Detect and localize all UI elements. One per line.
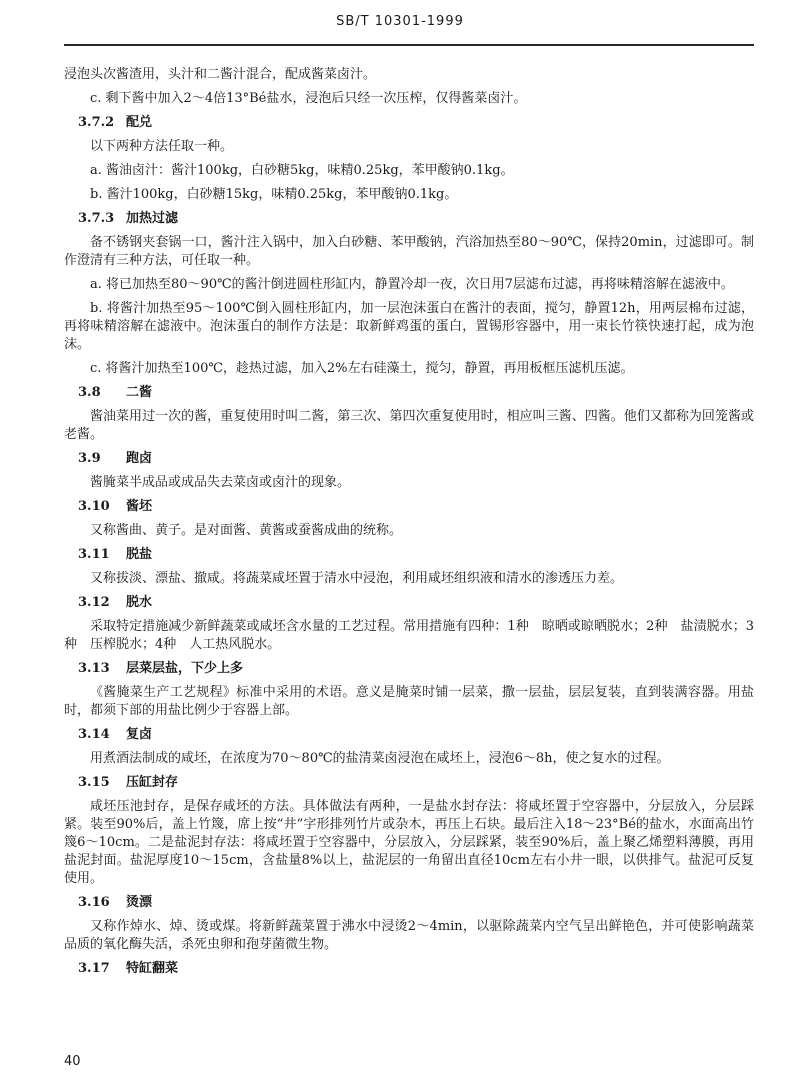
section-title: 配兑 (126, 115, 153, 130)
section-title: 脱水 (126, 595, 153, 610)
paragraph: 又称拔淡、漂盐、撤咸。将蔬菜咸坯置于清水中浸泡，利用咸坯组织液和清水的渗透压力差。 (90, 571, 624, 586)
section-title: 二酱 (126, 385, 153, 400)
section-title: 加热过滤 (126, 211, 179, 226)
paragraph: a. 酱油卤汁：酱汁100kg，白砂糖5kg，味精0.25kg，苯甲酸钠0.1kg。 (90, 163, 514, 178)
section-number: 3.11 (78, 547, 110, 562)
paragraph: 浸泡头次酱渣用，头汁和二酱汁混合，配成酱菜卤汁。 (64, 67, 377, 82)
paragraph: 咸坯压池封存，是保存咸坯的方法。具体做法有两种，一是盐水封存法：将咸坯置于空容器中，分层放入，分层踩紧。装至90%后，盖上竹篾，席上按“井”字形排列竹片或杂木，再压上石块。最后注入18～23°Bé的盐水，水面高出竹篾6～10cm。二是盐泥封存法：将咸坯置于空容器中，分层放入，分层踩紧，装至90%后，盖上聚乙烯塑料薄膜，再用盐泥封面。盐泥厚度10～15cm，含盐量8%以上，盐泥层的一角留出直径10cm左右小井一眼，以供排气。盐泥可反复使用。 (64, 799, 754, 886)
section-number: 3.14 (78, 727, 110, 742)
section-number: 3.13 (78, 661, 110, 676)
section-heading (64, 660, 754, 678)
section-title: 跑卤 (126, 451, 153, 466)
section-heading (64, 546, 754, 564)
paragraph: 《酱腌菜生产工艺规程》标准中采用的术语。意义是腌菜时铺一层菜，撒一层盐，层层复装，直到装满容器。用盐时，都须下部的用盐比例少于容器上部。 (64, 685, 754, 718)
section-title: 层菜层盐，下少上多 (126, 661, 244, 676)
section-heading (64, 114, 754, 132)
section-number: 3.8 (78, 385, 101, 400)
section-title: 复卤 (126, 727, 153, 742)
paragraph: b. 酱汁100kg，白砂糖15kg，味精0.25kg，苯甲酸钠0.1kg。 (90, 187, 458, 202)
paragraph: 以下两种方法任取一种。 (90, 139, 234, 154)
standard-code: SB/T 10301-1999 (336, 14, 464, 29)
section-number: 3.7.2 (78, 115, 115, 130)
header-rule (64, 44, 754, 46)
paragraph: b. 将酱汁加热至95～100℃倒入圆柱形缸内，加一层泡沫蛋白在酱汁的表面，搅匀，静置12h，用两层棉布过滤，再将味精溶解在滤液中。泡沫蛋白的制作方法是：取新鲜鸡蛋的蛋白，置锡形容器中，用一束长竹筷快速打起，成为泡沫。 (64, 301, 754, 352)
section-title: 酱坯 (126, 499, 153, 514)
section-number: 3.12 (78, 595, 110, 610)
section-number: 3.9 (78, 451, 101, 466)
page-number: 40 (64, 1054, 81, 1069)
section-number: 3.16 (78, 895, 110, 910)
paragraph: 备不锈钢夹套锅一口，酱汁注入锅中，加入白砂糖、苯甲酸钠，汽浴加热至80～90℃，保持20min，过滤即可。制作澄清有三种方法，可任取一种。 (64, 235, 754, 268)
page-header (0, 14, 800, 29)
section-title: 烫漂 (126, 895, 153, 910)
paragraph: 采取特定措施减少新鲜蔬菜或咸坯含水量的工艺过程。常用措施有四种：1种 晾晒或晾晒脱水；2种 盐渍脱水；3种 压榨脱水；4种 人工热风脱水。 (64, 619, 754, 652)
section-heading (64, 594, 754, 612)
section-heading (64, 726, 754, 744)
section-heading (64, 960, 754, 978)
document-body (64, 66, 754, 984)
section-number: 3.10 (78, 499, 110, 514)
paragraph: 又称作焯水、焯、烫或煤。将新鲜蔬菜置于沸水中浸烫2～4min，以驱除蔬菜内空气呈出鲜艳色，并可使影响蔬菜品质的氧化酶失活，杀死虫卵和孢芽菌微生物。 (64, 919, 754, 952)
section-number: 3.7.3 (78, 211, 115, 226)
paragraph: c. 剩下酱中加入2～4倍13°Bé盐水，浸泡后只经一次压榨，仅得酱菜卤汁。 (90, 91, 527, 106)
section-number: 3.15 (78, 775, 110, 790)
paragraph: 酱腌菜半成品或成品失去菜卤或卤汁的现象。 (90, 475, 351, 490)
section-title: 脱盐 (126, 547, 153, 562)
section-title: 特缸翻菜 (126, 961, 179, 976)
section-number: 3.17 (78, 961, 110, 976)
paragraph: c. 将酱汁加热至100℃，趁热过滤，加入2%左右硅藻土，搅匀，静置，再用板框压滤机压滤。 (90, 361, 634, 376)
paragraph: a. 将已加热至80～90℃的酱汁倒进圆柱形缸内，静置冷却一夜，次日用7层滤布过滤，再将味精溶解在滤液中。 (90, 277, 734, 292)
section-heading (64, 894, 754, 912)
section-heading (64, 498, 754, 516)
section-title: 压缸封存 (126, 775, 179, 790)
section-heading (64, 450, 754, 468)
section-heading (64, 384, 754, 402)
paragraph: 用煮酒法制成的咸坯，在浓度为70～80℃的盐清菜卤浸泡在咸坯上，浸泡6～8h，使之复水的过程。 (90, 751, 670, 766)
paragraph: 酱油菜用过一次的酱，重复使用时叫二酱，第三次、第四次重复使用时，相应叫三酱、四酱。他们又都称为回笼酱或老酱。 (64, 409, 754, 442)
section-heading (64, 774, 754, 792)
section-heading (64, 210, 754, 228)
paragraph: 又称酱曲、黄子。是对面酱、黄酱或蚕酱成曲的统称。 (90, 523, 403, 538)
